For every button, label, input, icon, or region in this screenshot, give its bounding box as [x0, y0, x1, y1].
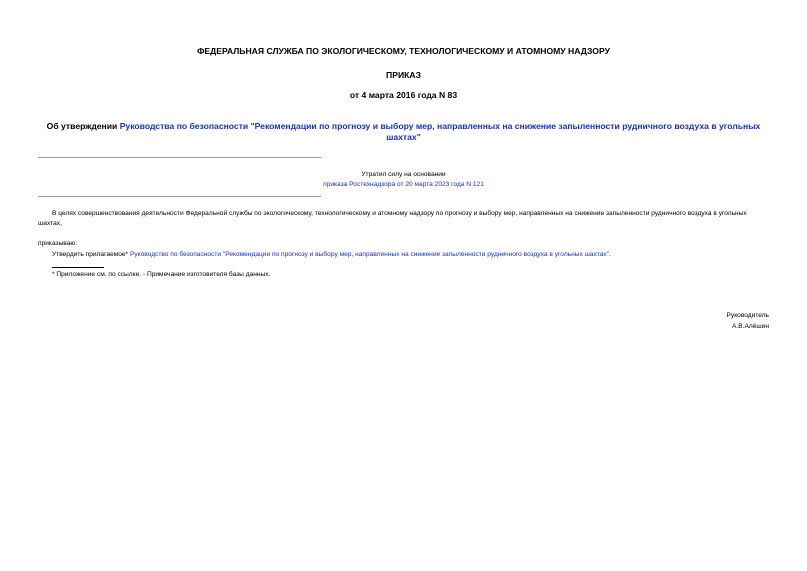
approve-paragraph: [52, 250, 611, 260]
title-guide-link[interactable]: Руководства по безопасности "Рекомендации по прогнозу и выбору мер, направленных на снижение запыленности рудничного воздуха в угольных шахтах": [119, 121, 761, 142]
order-word: приказываю:: [38, 240, 78, 247]
repeal-order-link[interactable]: приказа Ростехнадзора от 20 марта 2023 года N 121: [323, 181, 484, 188]
title-prefix: Об утверждении: [46, 121, 120, 131]
footnote-text: * Приложение см. по ссылке. - Примечание изготовителя базы данных.: [52, 271, 271, 278]
document-type: ПРИКАЗ: [386, 70, 421, 80]
preamble-paragraph: В целях совершенствования деятельности Федеральной службы по экологическому, технологическому и атомному надзору по прогнозу и выбору мер, направленных на снижение запыленности рудничного воздуха в угольных шахтах,: [38, 210, 747, 227]
bottom-divider: [38, 196, 321, 197]
top-divider: [38, 157, 321, 158]
approve-guide-link[interactable]: Руководство по безопасности "Рекомендации по прогнозу и выбору мер, направленных на снижение запыленности рудничного воздуха в угольных шахтах": [129, 251, 610, 258]
document-title: [40, 121, 767, 143]
approve-suffix: .: [609, 251, 611, 258]
signatory-name: А.В.Алёшин: [732, 323, 769, 330]
footnote-separator: [52, 267, 104, 268]
lost-force-note: Утратил силу на основании: [361, 171, 446, 178]
signatory-position: Руководитель: [726, 312, 769, 319]
agency-heading: ФЕДЕРАЛЬНАЯ СЛУЖБА ПО ЭКОЛОГИЧЕСКОМУ, ТЕХНОЛОГИЧЕСКОМУ И АТОМНОМУ НАДЗОРУ: [197, 46, 610, 56]
document-date: от 4 марта 2016 года N 83: [349, 90, 458, 100]
approve-prefix: Утвердить прилагаемое*: [52, 251, 130, 258]
